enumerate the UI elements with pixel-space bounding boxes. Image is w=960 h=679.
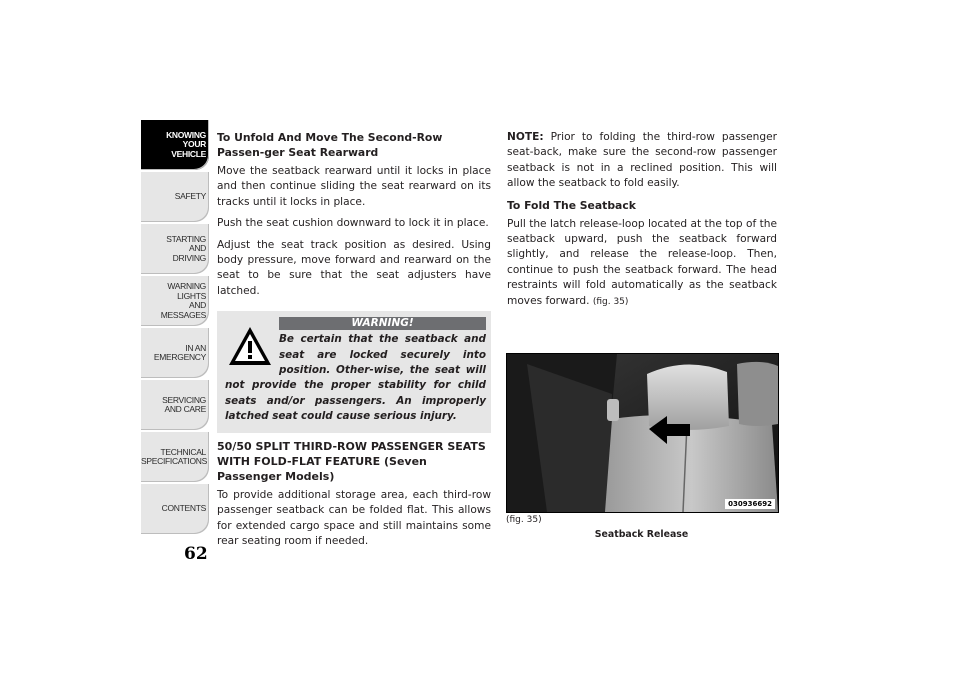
tab-label: DRIVING bbox=[172, 252, 206, 263]
tab-label: SERVICING bbox=[162, 394, 206, 405]
figure-title: Seatback Release bbox=[594, 529, 689, 540]
paragraph bbox=[507, 217, 777, 310]
section-heading-fold: To Fold The Seatback bbox=[507, 198, 636, 212]
section-heading-unfold: To Unfold And Move The Second-Row Passen-ger Seat Rearward bbox=[217, 131, 443, 159]
seatback-release-figure bbox=[506, 353, 779, 513]
right-column bbox=[507, 130, 777, 316]
paragraph: Adjust the seat track position as desired. Using body pressure, move forward and rearward on the seat to be sure that the seat adjusters have latched. bbox=[217, 238, 491, 297]
tab-label: TECHNICAL bbox=[160, 446, 206, 457]
tab-label: AND CARE bbox=[164, 404, 206, 414]
tab-technical-specifications[interactable] bbox=[141, 432, 209, 482]
tab-label: SAFETY bbox=[174, 191, 206, 202]
tab-label: EMERGENCY bbox=[153, 352, 206, 362]
tab-label: AND bbox=[188, 300, 206, 310]
tab-label: VEHICLE bbox=[171, 148, 206, 159]
tab-label: KNOWING bbox=[166, 129, 206, 140]
paragraph: To provide additional storage area, each third-row passenger seatback can be folded flat. This allows for extended cargo space and still maintains some rear seating room if needed. bbox=[217, 488, 491, 547]
tab-warning-lights-and-messages[interactable] bbox=[141, 276, 209, 326]
tab-in-an-emergency[interactable] bbox=[141, 328, 209, 378]
left-column bbox=[217, 130, 491, 555]
figure-reference: (fig. 35) bbox=[592, 296, 629, 307]
warning-box bbox=[217, 311, 491, 432]
tab-knowing-your-vehicle[interactable] bbox=[141, 120, 209, 170]
tab-starting-and-driving[interactable] bbox=[141, 224, 209, 274]
paragraph-text: Pull the latch release-loop located at the top of the seatback upward, push the seatback forward slightly, and release the release-loop. Then, continue to push the seatback forward. The head restraints will fold automatically as the seatback moves forward. bbox=[507, 217, 777, 307]
tab-label: STARTING bbox=[166, 233, 206, 244]
page-number: 62 bbox=[184, 544, 208, 564]
tab-label: LIGHTS bbox=[177, 290, 206, 301]
tab-contents[interactable] bbox=[141, 484, 209, 534]
note bbox=[507, 130, 777, 192]
tab-label: SPECIFICATIONS bbox=[141, 456, 208, 466]
section-tabs bbox=[141, 120, 209, 536]
paragraph: Move the seatback rearward until it locks in place and then continue sliding the seat rearward on its tracks until it locks in place. bbox=[217, 165, 491, 208]
warning-triangle-icon bbox=[227, 325, 273, 367]
tab-label: IN AN bbox=[185, 342, 206, 353]
tab-label: YOUR bbox=[182, 139, 206, 150]
tab-label: WARNING bbox=[167, 281, 206, 291]
warning-title: WARNING! bbox=[279, 317, 486, 330]
tab-label: MESSAGES bbox=[160, 309, 206, 320]
tab-safety[interactable] bbox=[141, 172, 209, 222]
note-text: Prior to folding the third-row passenger seat-back, make sure the second-row passenger seatback is not in a reclined position. This will allow the seatback to fold easily. bbox=[507, 131, 777, 190]
figure-code: 030936692 bbox=[725, 499, 775, 509]
tab-label: CONTENTS bbox=[161, 503, 206, 514]
note-label: NOTE: bbox=[507, 131, 544, 143]
figure-caption: (fig. 35) bbox=[506, 515, 542, 525]
paragraph: Push the seat cushion downward to lock it in place. bbox=[217, 217, 489, 230]
seat-photo-illustration bbox=[507, 354, 778, 512]
tab-label: AND bbox=[188, 243, 206, 254]
section-heading-third-row: 50/50 SPLIT THIRD-ROW PASSENGER SEATS WITH FOLD-FLAT FEATURE (Seven Passenger Models) bbox=[217, 439, 486, 483]
warning-text: Be certain that the seatback and seat are locked securely into position. Other-wise, the seat will not provide the proper stability for child seats and/or passengers. An improperly latched seat could cause serious injury. bbox=[225, 333, 486, 423]
tab-servicing-and-care[interactable] bbox=[141, 380, 209, 430]
